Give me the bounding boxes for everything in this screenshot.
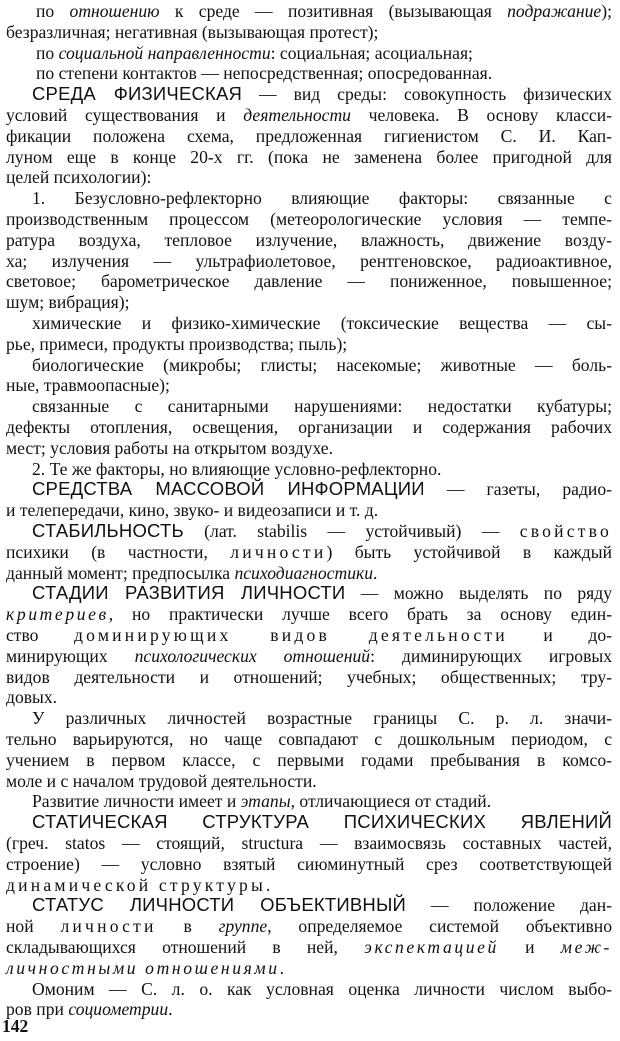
text-line bbox=[6, 458, 612, 480]
text-run: — газеты, радио- bbox=[424, 479, 612, 500]
text-run: ров при bbox=[6, 999, 69, 1020]
text-run: и телепередачи, кино, звуко- и видеозаписи и т. д. bbox=[6, 500, 379, 521]
text-run: , определяемое системой объективно bbox=[267, 916, 613, 937]
text-line bbox=[6, 333, 612, 355]
text-run: ратура воздуха, тепловое излучение, влажность, движение возду- bbox=[6, 229, 612, 250]
text-run: рье, примеси, продукты производства; пыль); bbox=[6, 333, 348, 354]
text-run: подражание bbox=[507, 1, 602, 21]
text-line bbox=[6, 125, 612, 147]
text-run: ) быть устойчивой в каждый bbox=[326, 541, 612, 562]
text-run: (лат. stabilis — устойчивый) — bbox=[183, 521, 520, 541]
text-line bbox=[6, 166, 612, 188]
text-line bbox=[6, 395, 612, 417]
text-run: , но практически лучше всего брать за основу един- bbox=[108, 604, 612, 625]
text-line bbox=[6, 811, 612, 833]
text-run: социальной направленности bbox=[58, 42, 271, 63]
text-line bbox=[6, 915, 612, 937]
text-run: световое; барометрическое давление — пониженное, повышенное; bbox=[6, 271, 612, 292]
text-run: критериев bbox=[6, 604, 109, 625]
text-line bbox=[6, 728, 612, 750]
text-line bbox=[6, 957, 612, 979]
text-run: шум; вибрация); bbox=[6, 292, 130, 313]
text-run: : диминирующих игровых bbox=[370, 645, 612, 666]
text-run: этапы bbox=[240, 791, 291, 812]
text-line bbox=[6, 21, 612, 43]
text-line bbox=[6, 582, 612, 604]
entry-term: СТАБИЛЬНОСТЬ bbox=[32, 520, 184, 541]
text-run: свойство bbox=[519, 521, 612, 541]
text-run: химические и физико-химические (токсические вещества — сы- bbox=[32, 313, 612, 333]
text-run: складывающихся отношений в ней, bbox=[6, 937, 365, 957]
text-run: биологические (микробы; глисты; насекомые; животные — боль- bbox=[32, 354, 612, 375]
text-run: целей психологии): bbox=[6, 167, 152, 188]
text-run: связанные с санитарными нарушениями: недостатки кубатуры; bbox=[32, 396, 612, 417]
text-line bbox=[6, 853, 612, 875]
text-line bbox=[6, 270, 612, 292]
text-run: ство bbox=[6, 625, 75, 645]
text-run: . bbox=[373, 562, 378, 583]
text-run: в bbox=[156, 916, 219, 937]
text-run: экспектацией bbox=[364, 937, 499, 957]
text-line bbox=[6, 42, 612, 64]
text-run: деятельности bbox=[243, 105, 351, 125]
text-run: . bbox=[265, 874, 271, 895]
text-line bbox=[6, 998, 612, 1020]
text-run: — вид среды: совокупность физических bbox=[242, 84, 612, 105]
text-line bbox=[6, 374, 612, 396]
text-line bbox=[6, 499, 612, 521]
text-run: меж- bbox=[560, 937, 612, 957]
text-run: личности bbox=[230, 541, 327, 562]
text-run: и bbox=[498, 937, 561, 957]
text-line bbox=[6, 416, 612, 438]
text-run: психологических отношений bbox=[134, 645, 371, 666]
text-run: дефекты отопления, освещения, организации и содержания рабочих bbox=[6, 417, 612, 437]
text-line bbox=[6, 666, 612, 688]
text-run: У различных личностей возрастные границы С. р. л. значи- bbox=[32, 708, 612, 729]
text-line bbox=[6, 229, 612, 251]
text-run: личностными отношениями bbox=[6, 957, 280, 978]
text-run: психики (в частности, bbox=[6, 541, 231, 562]
text-line bbox=[6, 686, 612, 708]
text-line bbox=[6, 790, 612, 812]
text-run: 1. Безусловно-рефлекторно влияющие факторы: связанные с bbox=[32, 188, 612, 209]
text-line bbox=[6, 978, 612, 1000]
text-run: по степени контактов — непосредственная; опосредованная. bbox=[36, 63, 493, 84]
text-line bbox=[6, 146, 612, 168]
text-line bbox=[6, 62, 612, 84]
text-run: условий существования и bbox=[6, 105, 244, 125]
text-run: Омоним — С. л. о. как условная оценка личности числом выбо- bbox=[32, 978, 612, 999]
text-run: данный момент; предпосылка bbox=[6, 562, 235, 583]
text-line bbox=[6, 354, 612, 376]
text-run: видов деятельности и отношений; учебных; общественных; тру- bbox=[6, 666, 612, 687]
text-run: отношению bbox=[69, 1, 160, 21]
text-run: тельно варьируются, но чаще совпадают с дошкольным периодом, с bbox=[6, 729, 612, 749]
text-line bbox=[6, 874, 612, 896]
text-run: учением в первом классе, с первыми годами пребывания в комсо- bbox=[6, 749, 612, 770]
text-line bbox=[6, 478, 612, 500]
text-run: по bbox=[36, 1, 70, 21]
text-run: . bbox=[279, 957, 285, 978]
text-line bbox=[6, 104, 612, 126]
text-line bbox=[6, 624, 612, 646]
entry-term: СРЕДСТВА МАССОВОЙ ИНФОРМАЦИИ bbox=[32, 478, 425, 500]
entry-term: СРЕДА ФИЗИЧЕСКАЯ bbox=[32, 83, 243, 105]
text-line bbox=[6, 770, 612, 792]
text-line bbox=[6, 291, 612, 313]
text-run: социометрии bbox=[68, 999, 169, 1020]
text-line bbox=[6, 562, 612, 584]
text-line bbox=[6, 0, 612, 22]
text-line bbox=[6, 520, 612, 542]
entry-term: СТАДИИ РАЗВИТИЯ ЛИЧНОСТИ bbox=[32, 582, 346, 604]
text-line bbox=[6, 83, 612, 105]
entry-term: СТАТИЧЕСКАЯ СТРУКТУРА ПСИХИЧЕСКИХ ЯВЛЕНИЙ bbox=[32, 811, 612, 833]
text-run: производственным процессом (метеорологические условия — темпе- bbox=[6, 209, 612, 229]
text-run: личности bbox=[60, 916, 157, 937]
text-run: ); bbox=[601, 1, 612, 21]
text-run: луном еще в конце 20-х гг. (пока не заменена более пригодной для bbox=[6, 146, 612, 167]
entry-term: СТАТУС ЛИЧНОСТИ ОБЪЕКТИВНЫЙ bbox=[32, 894, 407, 916]
text-run: довых. bbox=[6, 687, 58, 708]
text-run: ной bbox=[6, 916, 61, 937]
text-line bbox=[6, 603, 612, 625]
text-run: , отличающиеся от стадий. bbox=[290, 791, 492, 812]
text-run: группе bbox=[218, 916, 268, 937]
text-run: человека. В основу класси- bbox=[350, 105, 613, 125]
text-line bbox=[6, 187, 612, 209]
text-line bbox=[6, 541, 612, 563]
text-line bbox=[6, 437, 612, 459]
text-line bbox=[6, 749, 612, 771]
text-run: по bbox=[36, 42, 59, 63]
text-run: — можно выделять по ряду bbox=[345, 583, 612, 604]
text-run: моле и с началом трудовой деятельности. bbox=[6, 770, 317, 791]
text-run: доминирующих видов деятельности bbox=[74, 625, 508, 645]
text-run: фикации положена схема, предложенная гигиенистом С. И. Кап- bbox=[6, 125, 612, 146]
text-run: . bbox=[168, 999, 173, 1020]
text-line bbox=[6, 645, 612, 667]
text-line bbox=[6, 894, 612, 916]
text-line bbox=[6, 832, 612, 854]
text-run: безразличная; негативная (вызывающая протест); bbox=[6, 21, 379, 42]
text-run: (греч. statos — стоящий, structura — взаимосвязь составных частей, bbox=[6, 833, 612, 853]
text-run: Развитие личности имеет и bbox=[32, 791, 241, 812]
text-line bbox=[6, 312, 612, 334]
text-line bbox=[6, 936, 612, 958]
text-run: — положение дан- bbox=[406, 895, 612, 916]
text-run: и до- bbox=[507, 625, 612, 645]
text-line bbox=[6, 250, 612, 272]
text-run: : социальная; асоциальная; bbox=[270, 42, 473, 63]
text-run: ха; излучения — ультрафиолетовое, рентгеновское, радиоактивное, bbox=[6, 250, 612, 271]
page-number: 142 bbox=[2, 1016, 29, 1036]
text-run: динамической структуры bbox=[6, 874, 266, 895]
text-run: 2. Те же факторы, но влияющие условно-рефлекторно. bbox=[32, 458, 442, 479]
text-run: психодиагностики bbox=[234, 562, 374, 583]
text-line bbox=[6, 208, 612, 230]
text-run: мест; условия работы на открытом воздухе. bbox=[6, 437, 334, 458]
text-run: ные, травмоопасные); bbox=[6, 375, 170, 396]
text-run: минирующих bbox=[6, 645, 135, 666]
text-line bbox=[6, 707, 612, 729]
text-run: строение) — условно взятый сиюминутный срез соответствующей bbox=[6, 853, 612, 874]
text-run: к среде — позитивная (вызывающая bbox=[159, 1, 508, 21]
